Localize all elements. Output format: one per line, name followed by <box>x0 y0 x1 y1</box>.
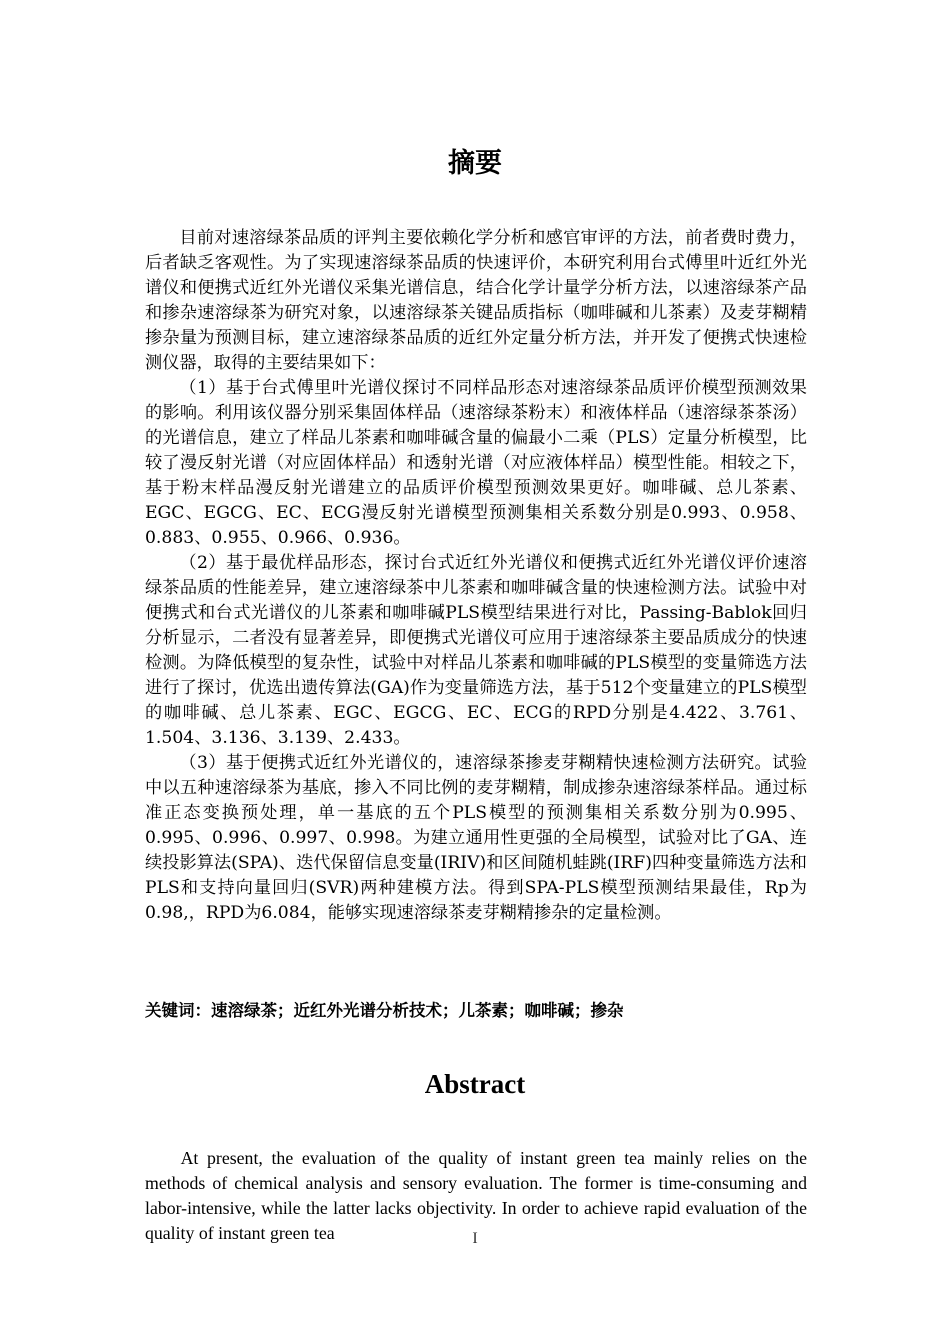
page-number: I <box>472 1230 478 1247</box>
abstract-cn-paragraph-intro: 目前对速溶绿茶品质的评判主要依赖化学分析和感官审评的方法，前者费时费力，后者缺乏客观性。为了实现速溶绿茶品质的快速评价，本研究利用台式傅里叶近红外光谱仪和便携式近红外光谱仪采集光谱信息，结合化学计量学分析方法，以速溶绿茶产品和掺杂速溶绿茶为研究对象，以速溶绿茶关键品质指标（咖啡碱和儿茶素）及麦芽糊精掺杂量为预测目标，建立速溶绿茶品质的近红外定量分析方法，并开发了便携式快速检测仪器，取得的主要结果如下： <box>145 228 807 373</box>
abstract-en-title: Abstract <box>424 1069 526 1099</box>
abstract-cn-body <box>145 226 807 926</box>
abstract-cn-paragraph-result-3: （3）基于便携式近红外光谱仪的，速溶绿茶掺麦芽糊精快速检测方法研究。试验中以五种速溶绿茶为基底，掺入不同比例的麦芽糊精，制成掺杂速溶绿茶样品。通过标准正态变换预处理，单一基底的五个PLS模型的预测集相关系数分别为0.995、0.995、0.996、0.997、0.998。为建立通用性更强的全局模型，试验对比了GA、连续投影算法(SPA)、迭代保留信息变量(IRIV)和区间随机蛙跳(IRF)四种变量筛选方法和PLS和支持向量回归(SVR)两种建模方法。得到SPA-PLS模型预测结果最佳，Rp为0.98,，RPD为6.084，能够实现速溶绿茶麦芽糊精掺杂的定量检测。 <box>145 753 807 923</box>
abstract-cn-paragraph-result-1: （1）基于台式傅里叶光谱仪探讨不同样品形态对速溶绿茶品质评价模型预测效果的影响。利用该仪器分别采集固体样品（速溶绿茶粉末）和液体样品（速溶绿茶茶汤）的光谱信息，建立了样品儿茶素和咖啡碱含量的偏最小二乘（PLS）定量分析模型，比较了漫反射光谱（对应固体样品）和透射光谱（对应液体样品）模型性能。相较之下，基于粉末样品漫反射光谱建立的品质评价模型预测效果更好。咖啡碱、总儿茶素、EGC、EGCG、EC、ECG漫反射光谱模型预测集相关系数分别是0.993、0.958、0.883、0.955、0.966、0.936。 <box>145 378 807 548</box>
keywords-cn: 关键词：速溶绿茶；近红外光谱分析技术；儿茶素；咖啡碱；掺杂 <box>145 1001 624 1020</box>
abstract-cn-title: 摘要 <box>448 148 502 179</box>
abstract-en-paragraph: At present, the evaluation of the quality of instant green tea mainly relies on the methods of chemical analysis and sensory evaluation. The former is time-consuming and labor-intensive, while the latter lacks objectivity. In order to achieve rapid evaluation of the quality of instant green tea <box>145 1148 807 1243</box>
abstract-cn-paragraph-result-2: （2）基于最优样品形态，探讨台式近红外光谱仪和便携式近红外光谱仪评价速溶绿茶品质的性能差异，建立速溶绿茶中儿茶素和咖啡碱含量的快速检测方法。试验中对便携式和台式光谱仪的儿茶素和咖啡碱PLS模型结果进行对比，Passing-Bablok回归分析显示，二者没有显著差异，即便携式光谱仪可应用于速溶绿茶主要品质成分的快速检测。为降低模型的复杂性，试验中对样品儿茶素和咖啡碱的PLS模型的变量筛选方法进行了探讨，优选出遗传算法(GA)作为变量筛选方法，基于512个变量建立的PLS模型的咖啡碱、总儿茶素、EGC、EGCG、EC、ECG的RPD分别是4.422、3.761、1.504、3.136、3.139、2.433。 <box>145 553 807 748</box>
